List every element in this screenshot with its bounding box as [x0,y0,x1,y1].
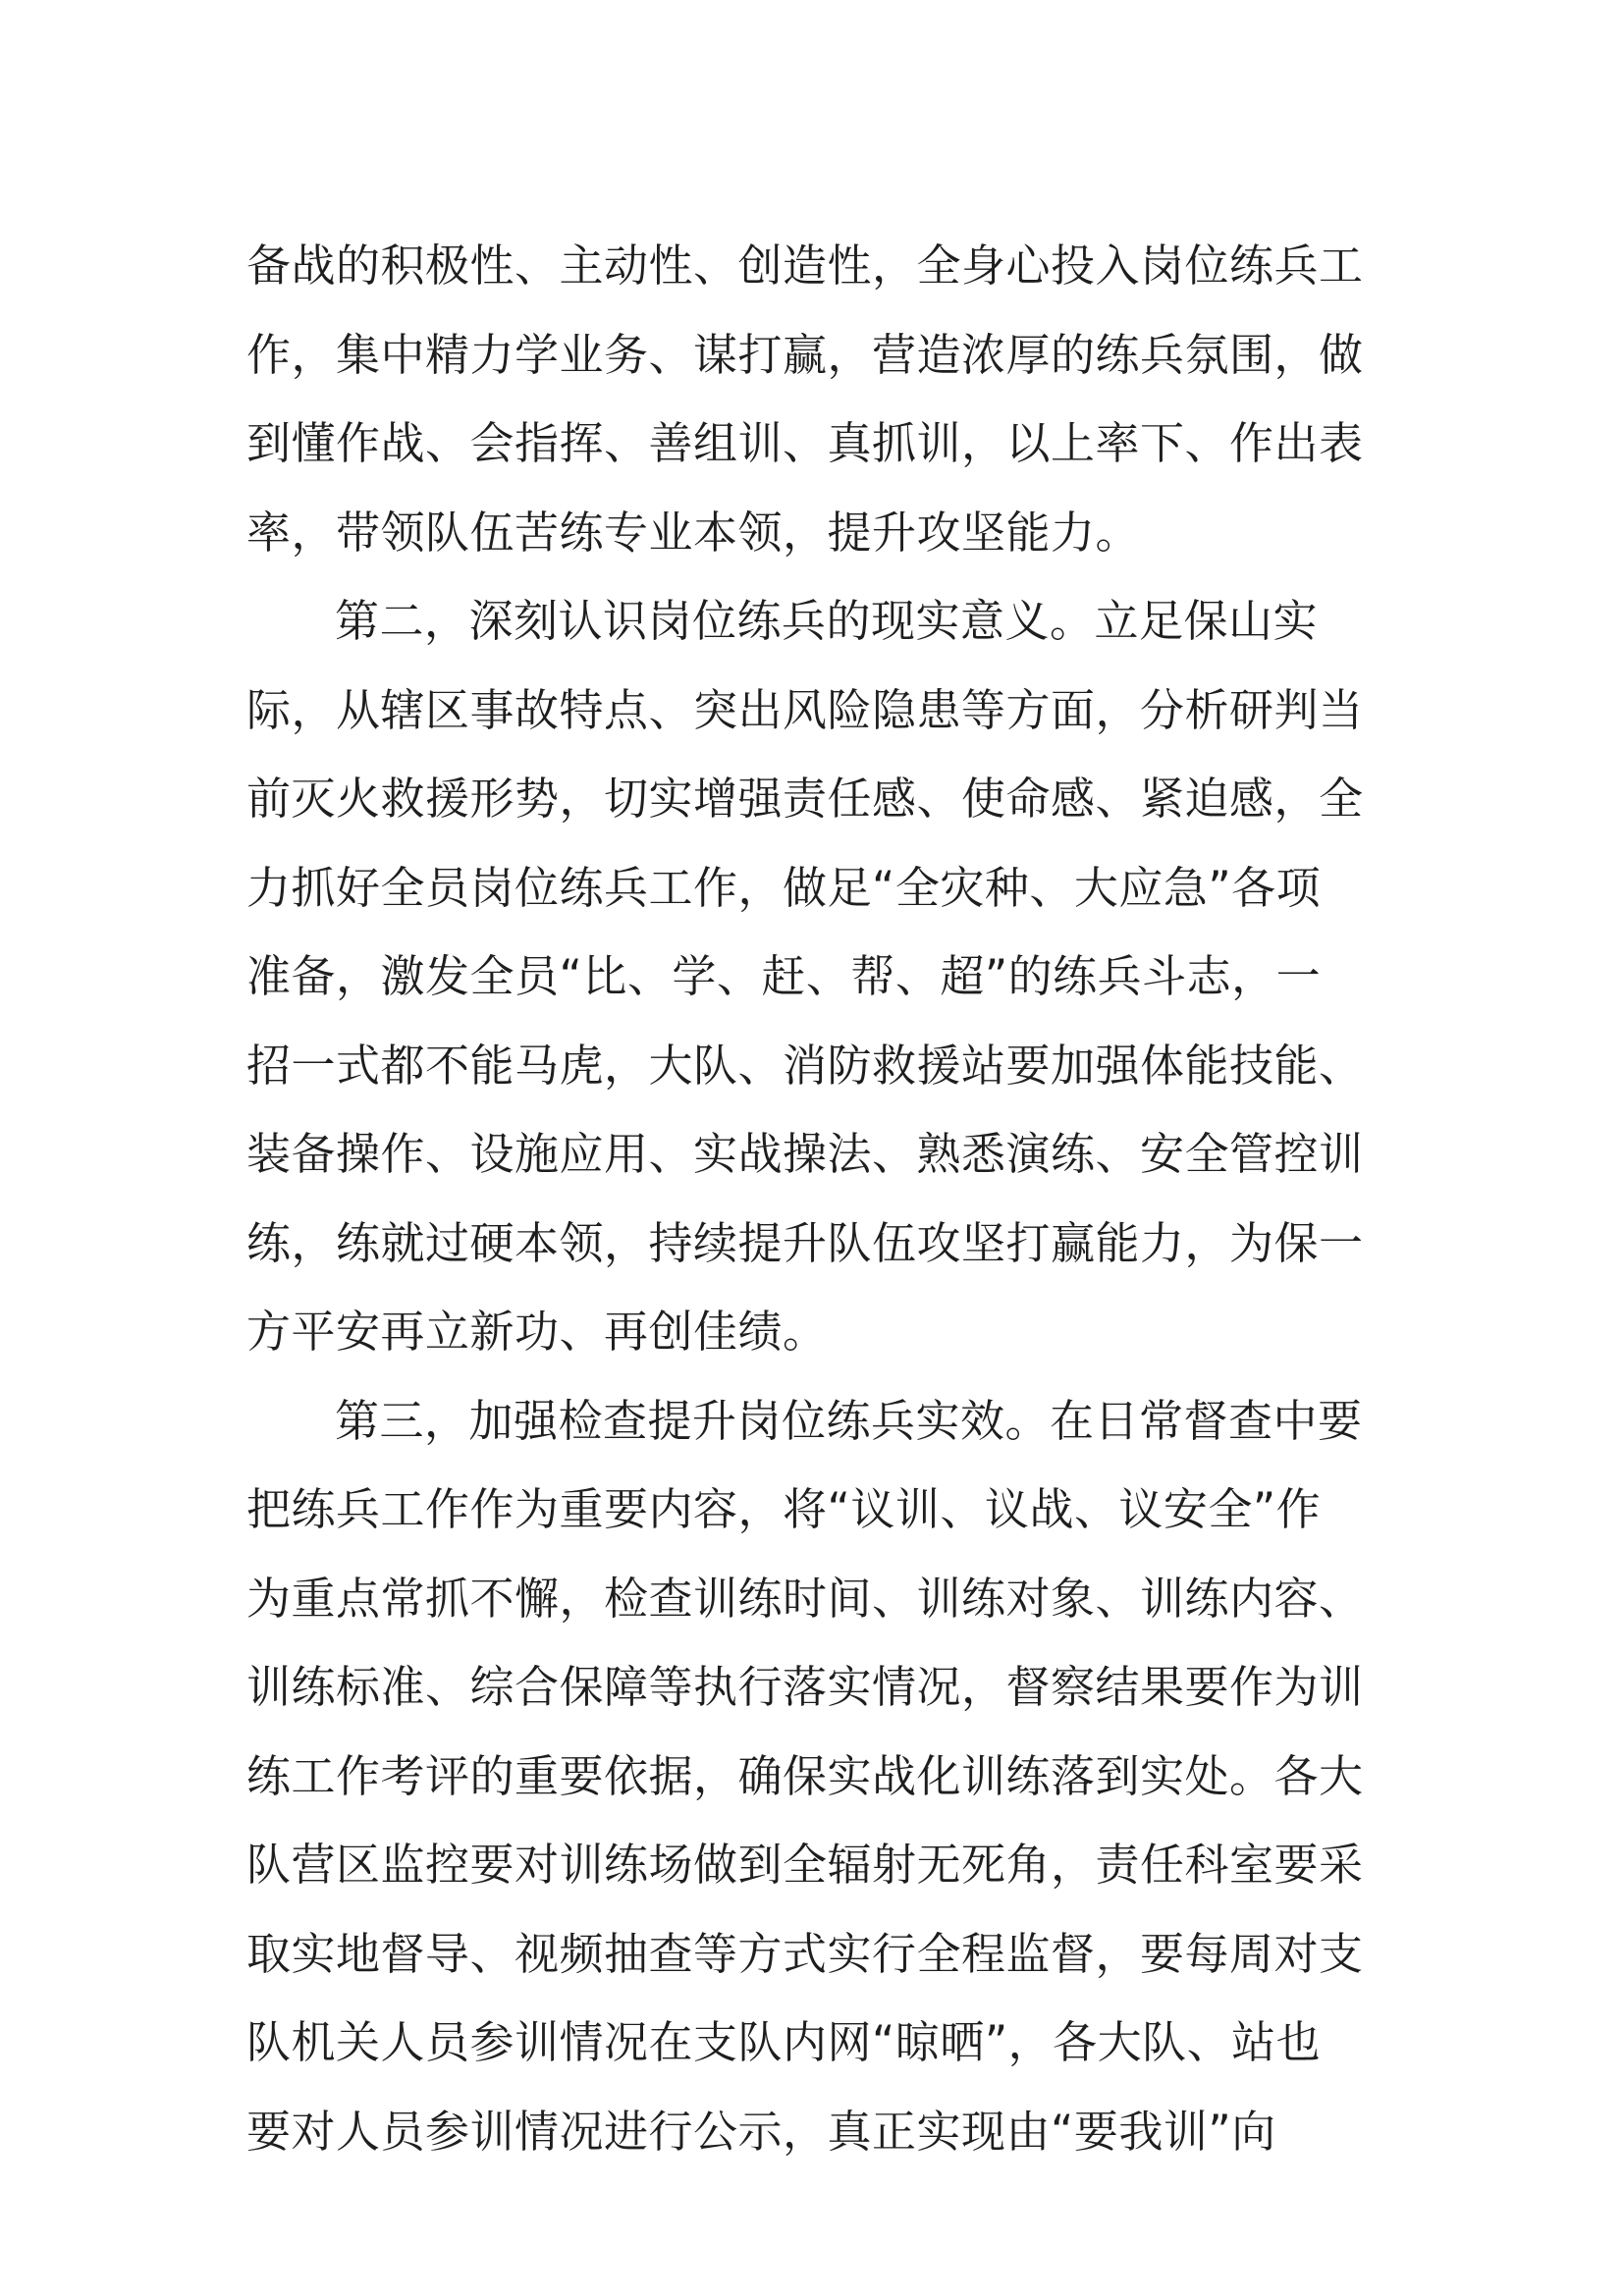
document-body [246,222,1385,2176]
paragraph-line: 率，带领队伍苦练专业本领，提升攻坚能力。 [246,506,1141,559]
paragraph-line: 为重点常抓不懈，检查训练时间、训练对象、训练内容、 [246,1572,1364,1625]
paragraph-line: 训练标准、综合保障等执行落实情况，督察结果要作为训 [246,1661,1364,1713]
paragraph-line: 力抓好全员岗位练兵工作，做足“全灾种、大应急”各项 [246,861,1322,914]
paragraph-line: 准备，激发全员“比、学、赶、帮、超”的练兵斗志，一 [246,950,1322,1002]
paragraph-line: 要对人员参训情况进行公示，真正实现由“要我训”向 [246,2105,1276,2158]
paragraph-line: 第三，加强检查提升岗位练兵实效。在日常督查中要 [335,1394,1363,1447]
paragraph-line: 把练兵工作作为重要内容，将“议训、议战、议安全”作 [246,1483,1322,1535]
paragraph-line: 装备操作、设施应用、实战操法、熟悉演练、安全管控训 [246,1128,1364,1180]
paragraph-line: 队营区监控要对训练场做到全辐射无死角，责任科室要采 [246,1839,1364,1891]
paragraph-line: 第二，深刻认识岗位练兵的现实意义。立足保山实 [335,595,1319,647]
paragraph-line: 招一式都不能马虎，大队、消防救援站要加强体能技能、 [246,1039,1364,1092]
paragraph-line: 际，从辖区事故特点、突出风险隐患等方面，分析研判当 [246,683,1364,736]
paragraph-line: 到懂作战、会指挥、善组训、真抓训，以上率下、作出表 [246,417,1364,469]
paragraph-line: 方平安再立新功、再创佳绩。 [246,1306,828,1358]
paragraph-line: 队机关人员参训情况在支队内网“晾晒”，各大队、站也 [246,2016,1322,2068]
paragraph-line: 前灭火救援形势，切实增强责任感、使命感、紧迫感，全 [246,773,1364,825]
paragraph-2 [246,577,1385,1377]
paragraph-3 [246,1377,1385,2177]
paragraph-line: 练工作考评的重要依据，确保实战化训练落到实处。各大 [246,1749,1364,1802]
paragraph-line: 备战的积极性、主动性、创造性，全身心投入岗位练兵工 [246,240,1364,292]
paragraph-line: 作，集中精力学业务、谋打赢，营造浓厚的练兵氛围，做 [246,328,1364,381]
paragraph-line: 练，练就过硬本领，持续提升队伍攻坚打赢能力，为保一 [246,1216,1364,1269]
paragraph-1 [246,222,1385,577]
paragraph-line: 取实地督导、视频抽查等方式实行全程监督，要每周对支 [246,1927,1364,1980]
